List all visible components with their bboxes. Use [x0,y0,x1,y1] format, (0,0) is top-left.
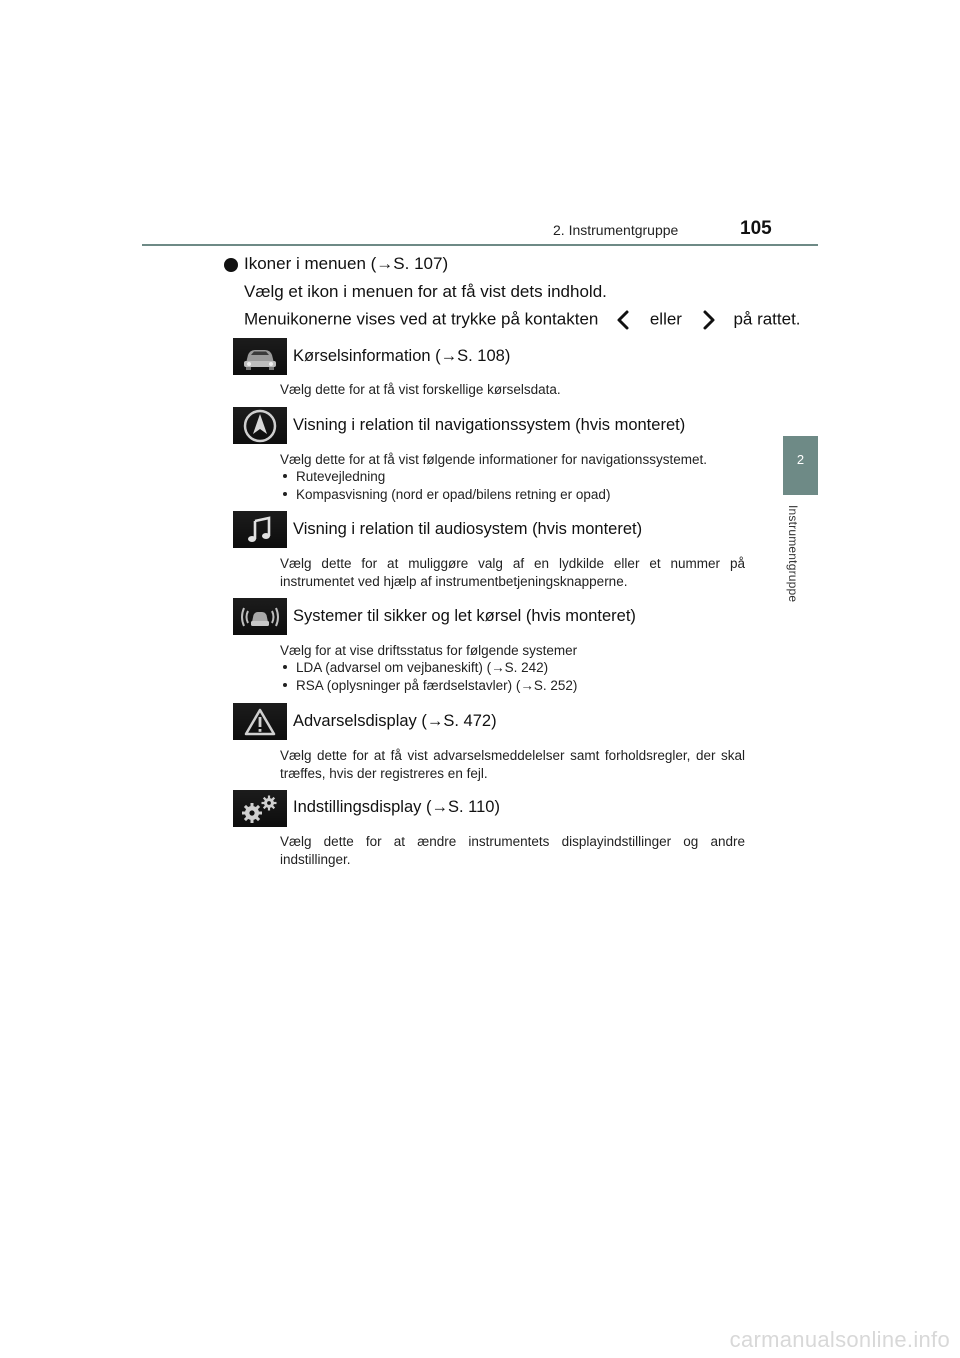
item-desc-warnings: Vælg dette for at få vist advarselsmeddelelser samt forholdsregler, der skal træffes, hvis der registreres en fejl. [280,748,745,781]
item-title-driving-info: Kørselsinformation (→S. 108) [293,347,511,365]
item-desc-navigation: Vælg dette for at få vist følgende informationer for navigationssystemet. [280,452,707,467]
item-desc-audio: Vælg dette for at muliggøre valg af en lydkilde eller et nummer på instrumentet ved hjælp af instrumentbetjeningsknapperne. [280,556,745,589]
warning-triangle-icon [233,703,287,740]
list-item: Rutevejledning [283,469,385,484]
chapter-tab-number: 2 [796,452,805,467]
page-number: 105 [740,218,772,239]
list-item: Kompasvisning (nord er opad/bilens retning er opad) [283,487,610,502]
intro-text-middle: eller [649,309,682,329]
item-title-warnings: Advarselsdisplay (→S. 472) [293,712,497,730]
intro-text-after: på rattet. [733,309,801,329]
item-desc-safety-systems: Vælg for at vise driftsstatus for følgende systemer [280,643,578,658]
compass-icon [233,407,287,444]
item-title-navigation: Visning i relation til navigationssystem (hvis monteret) [293,416,686,434]
intro-switch-text [244,309,801,331]
item-title-audio: Visning i relation til audiosystem (hvis monteret) [293,520,643,538]
chevron-right-icon [697,309,719,331]
car-waves-icon [233,598,287,635]
gears-icon [233,790,287,827]
list-item: LDA (advarsel om vejbaneskift) (→S. 242) [283,660,548,675]
chapter-tab-label: Instrumentgruppe [786,505,800,603]
item-title-safety-systems: Systemer til sikker og let kørsel (hvis monteret) [293,607,636,625]
item-desc-driving-info: Vælg dette for at få vist forskellige kørselsdata. [280,382,561,397]
watermark: carmanualsonline.info [729,1327,950,1352]
chevron-left-icon [613,309,635,331]
music-note-icon [233,511,287,548]
car-front-icon [233,338,287,375]
header-section-title: 2. Instrumentgruppe [553,222,679,238]
item-title-settings: Indstillingsdisplay (→S. 110) [293,798,500,816]
item-desc-settings: Vælg dette for at ændre instrumentets displayindstillinger og andre indstillinger. [280,834,745,867]
intro-text: Vælg et ikon i menuen for at få vist dets indhold. [244,282,607,301]
header-divider [142,244,818,246]
bullet-icon [224,258,238,272]
list-item: RSA (oplysninger på færdselstavler) (→S. 252) [283,678,577,693]
section-heading: Ikoner i menuen (→S. 107) [244,254,449,273]
intro-text-before: Menuikonerne vises ved at trykke på kontakten [244,309,599,329]
